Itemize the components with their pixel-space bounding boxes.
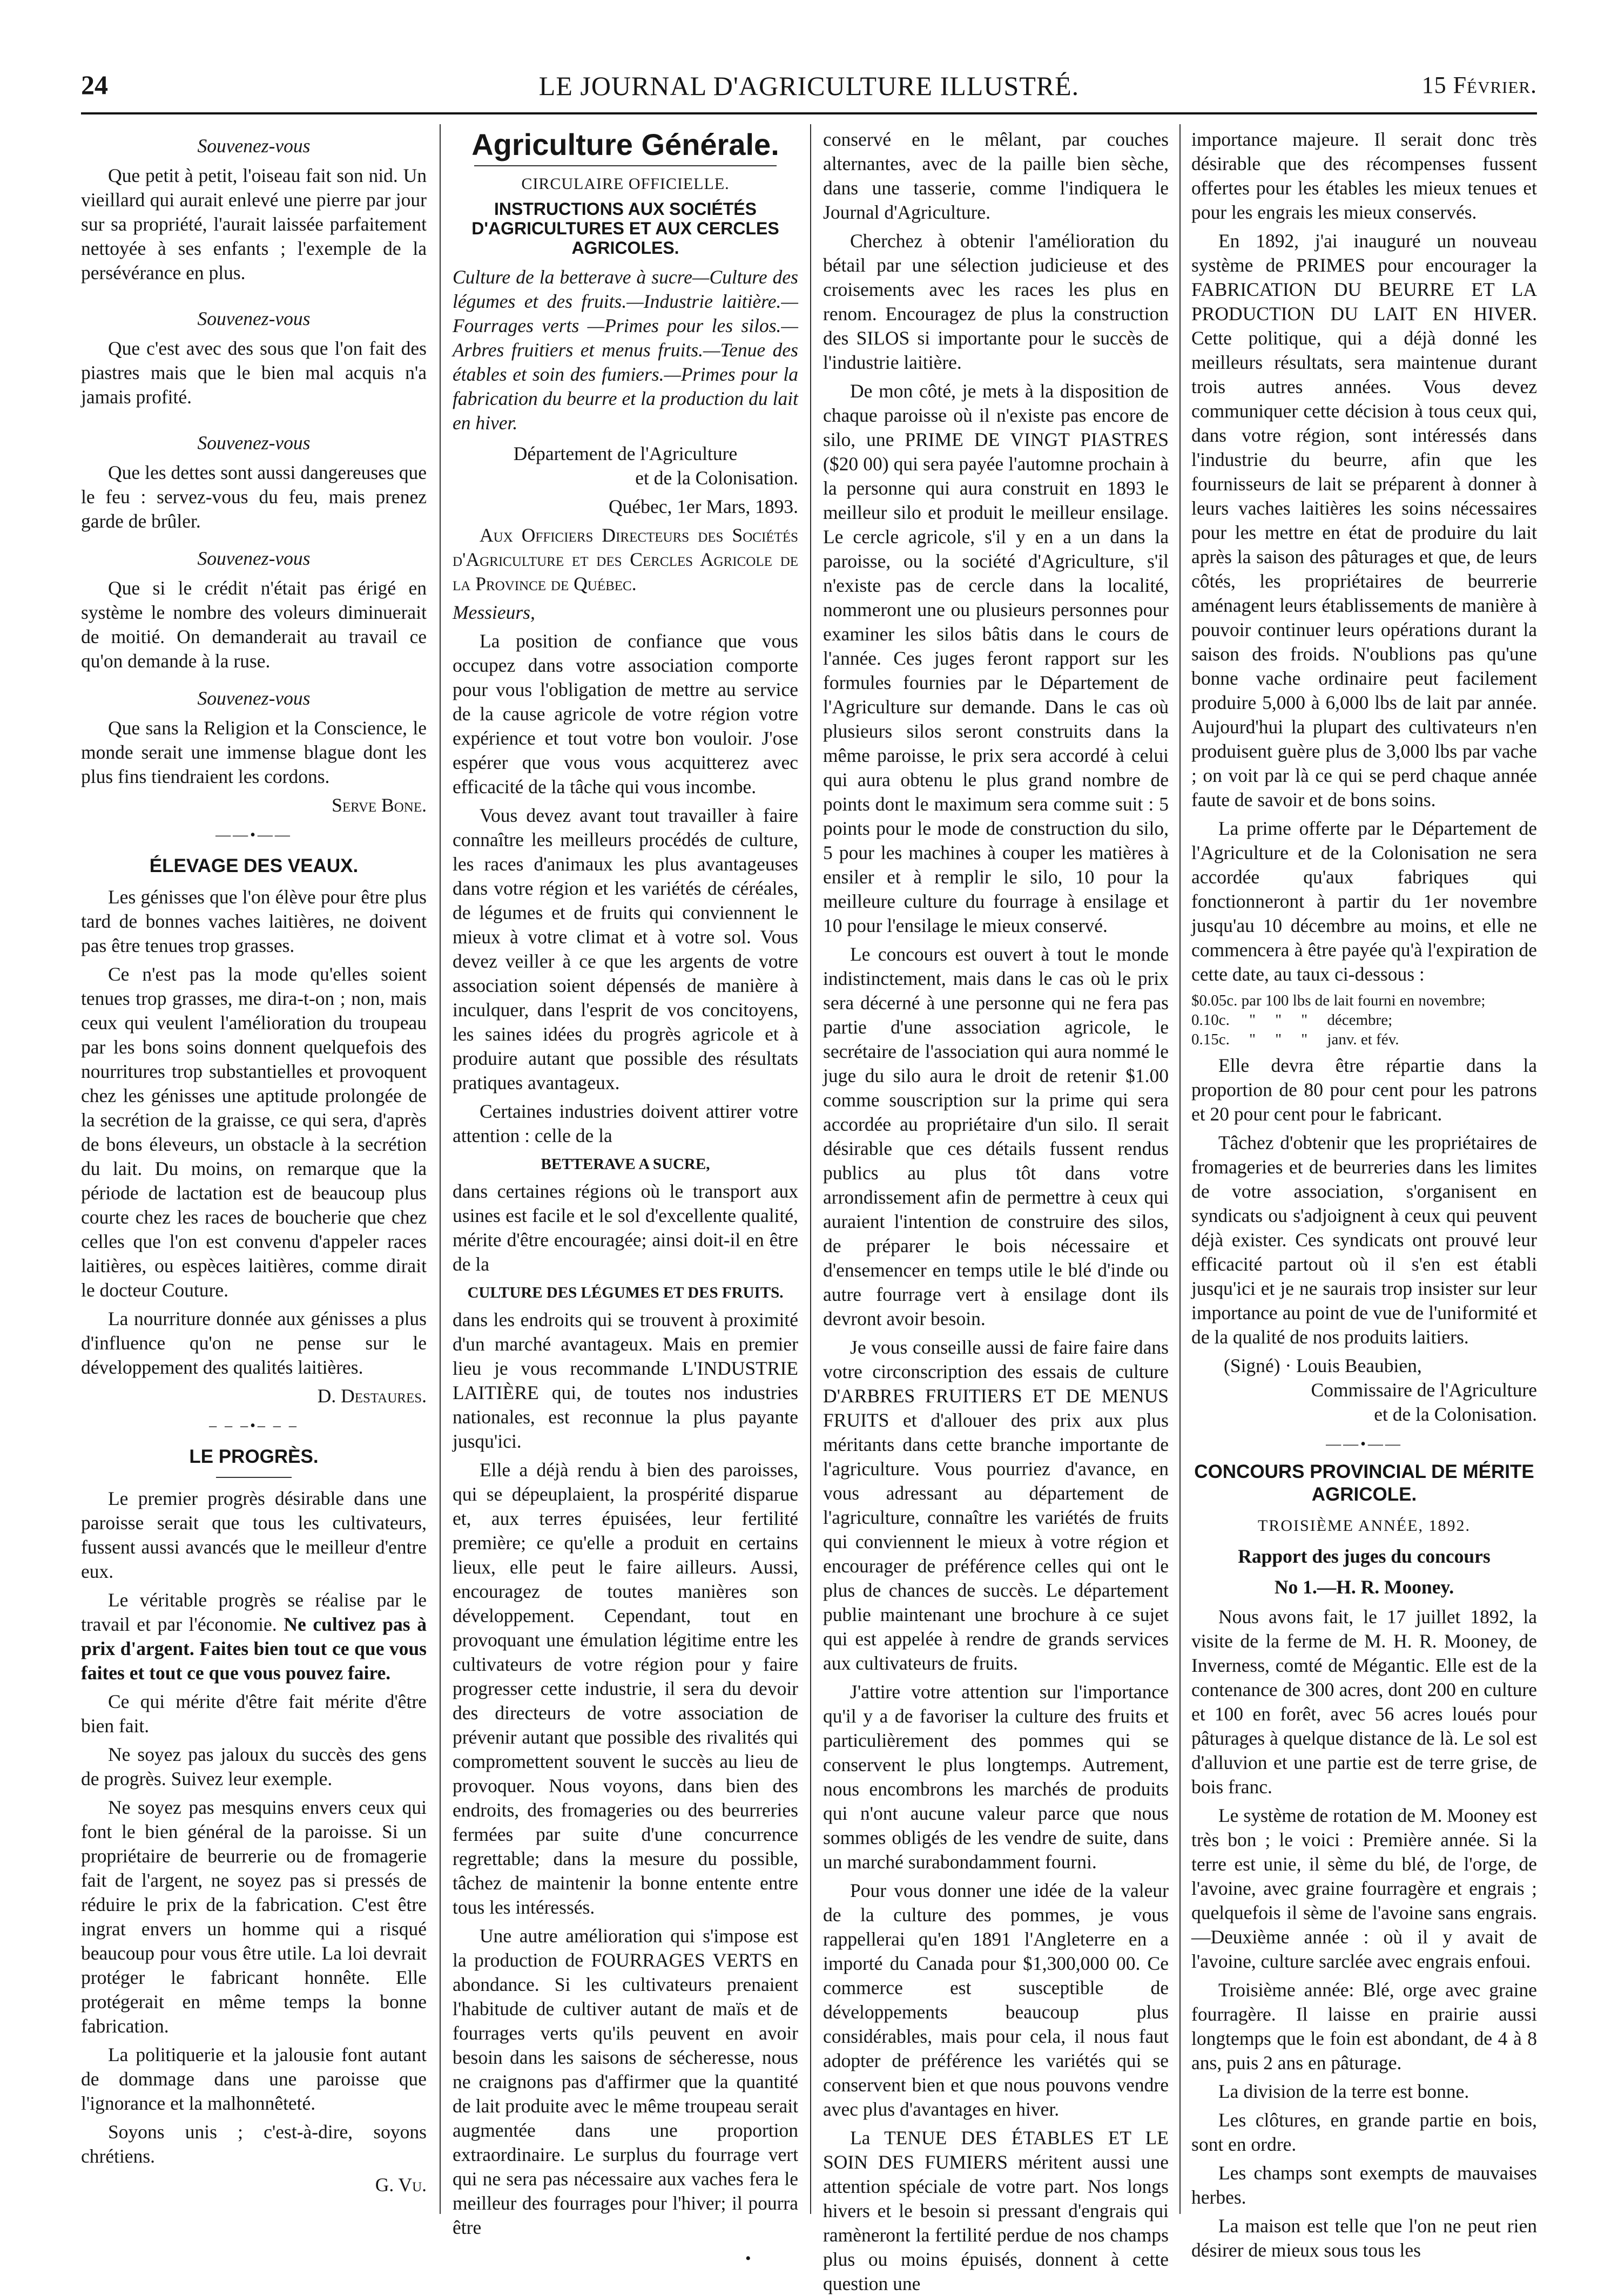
circular-paragraph: Vous devez avant tout travailler à faire connaître les meilleurs procédés de culture, les races d'animaux les plus avantageuses dans votre région et les variétés de céréales, de légumes et de fruits qui conviennent le mieux à votre climat et à votre sol. Vous devez veiller à ce que les argents de votre association soient dépensés de manière à inculquer, dans l'esprit de vos concitoyens, les saines idées du progrès agricole et à produire autant que possible des résultats pratiques avantageux.	[453, 805, 798, 1093]
progres-paragraph: Ne soyez pas mesquins envers ceux qui font le bien général de la paroisse. Si un propriétaire de beurrerie ou de fromagerie fait de l'argent, ne soyez pas si pressés de réduire le prix de la fabrication. C'est être ingrat envers un homme qui a risqué beaucoup pour vous être utile. La loi devrait protéger le fabricant honnête. Elle protégerait en même temps la bonne fabrication.	[81, 1797, 427, 2037]
section-rule	[474, 165, 777, 166]
circular-paragraph: Cherchez à obtenir l'amélioration du bétail par une sélection judicieuse et des croisements avec les races les plus en renom. Encouragez de plus la construction des SILOS si importante pour le succès de l'industrie laitière.	[823, 230, 1169, 373]
column-rule-3	[1179, 124, 1181, 2214]
circulaire-label: CIRCULAIRE OFFICIELLE.	[521, 175, 730, 193]
ornament-rule: ——•——	[215, 827, 292, 843]
concours-paragraph: Les clôtures, en grande partie en bois, sont en ordre.	[1191, 2109, 1537, 2155]
ornament-rule: ——•——	[1326, 1436, 1403, 1453]
address-line: Aux Officiers Directeurs des Sociétés d'Agriculture et des Cercles Agricole de la Province de Québec.	[453, 524, 798, 595]
circular-paragraph: importance majeure. Il serait donc très désirable que des récompenses fussent offertes pour les étables les mieux tenues et pour les engrais les mieux conservés.	[1191, 129, 1537, 223]
concours-paragraph: Troisième année: Blé, orge avec graine fourragère. Il laisse en prairie aussi longtemps que le foin est abondant, de 4 à 8 ans, puis 2 ans en pâturage.	[1191, 1979, 1537, 2074]
column-4	[1191, 127, 1537, 2261]
culture-heading: CULTURE DES LÉGUMES ET DES FRUITS.	[467, 1284, 784, 1301]
circular-paragraph: Je vous conseille aussi de faire faire dans votre circonscription des essais de culture D'ARBRES FRUITIERS ET DE MENUS FRUITS et d'allouer des prix aux plus méritants dans cette branche importante de l'agriculture. Vous pourriez d'avance, en vous adressant au département de l'agriculture, connaître les variétés de fruits qui conviennent le mieux à votre région et encourager de préférence celles qui ont le plus de chances de succès. Le département publie maintenant une brochure à ce sujet qui est appelée à rendre de grands services aux cultivateurs de fruits.	[823, 1336, 1169, 1674]
page-number: 24	[81, 70, 108, 100]
souvenez-title-1: Souvenez-vous	[197, 135, 311, 157]
signed-line: (Signé) · Louis Beaubien,	[1224, 1355, 1422, 1376]
circular-paragraph: Pour vous donner une idée de la valeur de la culture des pommes, je vous rappellerai qu'en 1891 l'Angleterre en a importé du Canada pour $1,300,000 00. Ce commerce est susceptible de développements beaucoup plus considérables, mais pour cela, il nous faut adopter de préférence les variétés qui se conservent bien et que nous pouvons vendre avec plus d'avantages en hiver.	[823, 1880, 1169, 2120]
footer-mark: •	[745, 2250, 751, 2267]
concours-subtitle: TROISIÈME ANNÉE, 1892.	[1258, 1517, 1471, 1535]
souvenez-text-5: Que sans la Religion et la Conscience, le monde serait une immense blague dont les plus fins tiendraient les cordons.	[81, 717, 427, 787]
rapport-line: Rapport des juges du concours	[1238, 1545, 1491, 1567]
elevage-paragraph: Les génisses que l'on élève pour être plus tard de bonnes vaches laitières, ne doivent pas être tenues trop grasses.	[81, 886, 427, 956]
column-rule-2	[810, 124, 811, 2214]
summary-text: Culture de la betterave à sucre—Culture des légumes et des fruits.—Industrie laitière.— Fourrages verts —Primes pour les silos.— Arbres fruitiers et menus fruits.—Tenue des étables et soin des fumiers.—Primes pour la fabrication du beurre et la production du lait en hiver.	[453, 266, 798, 434]
circular-paragraph: conservé en le mêlant, par couches alternantes, avec de la paille bien sèche, dans une tasserie, comme l'indiquera le Journal d'Agriculture.	[823, 129, 1169, 223]
progres-text: Le véritable progrès se réalise par le travail et par l'économie.	[81, 1589, 427, 1635]
short-rule	[216, 1477, 292, 1478]
elevage-title: ÉLEVAGE DES VEAUX.	[149, 855, 359, 876]
column-2	[453, 127, 798, 2238]
place-date: Québec, 1er Mars, 1893.	[609, 496, 798, 517]
progres-paragraph: Le premier progrès désirable dans une paroisse serait que tous les cultivateurs, fussent aussi avancés que le meilleur d'entre eux.	[81, 1488, 427, 1582]
journal-title: LE JOURNAL D'AGRICULTURE ILLUSTRÉ.	[538, 71, 1080, 101]
elevage-paragraph: Ce n'est pas la mode qu'elles soient tenues trop grasses, me dira-t-on ; non, mais ceux qui veulent l'amélioration du troupeau par les bons soins donnent quelquefois des nourritures trop substantielles et provoquent chez les génisses une aptitude prolongée de la secrétion de la graisse, ce qui sera, d'après de bons éleveurs, un obstacle à la secrétion du lait. Du moins, on remarque que la période de lactation est de beaucoup plus courte chez les races de boucherie que chez celles que l'on est convenu d'appeler races laitières, ou espèces laitières, comme dirait le docteur Couture.	[81, 963, 427, 1301]
progres-paragraph: La politiquerie et la jalousie font autant de dommage dans une paroisse que l'ignorance et la malhonnêteté.	[81, 2044, 427, 2114]
circular-paragraph: La prime offerte par le Département de l'Agriculture et de la Colonisation ne sera accordée qu'aux fabriques qui fonctionneront à partir du 1er novembre jusqu'au 10 décembre au moins, et elle ne commencera à être payée qu'à l'expiration de cette date, au taux ci-dessous :	[1191, 818, 1537, 985]
souvenez-title-4: Souvenez-vous	[197, 548, 311, 569]
signature-destaures: D. Destaures.	[317, 1385, 427, 1407]
souvenez-title-3: Souvenez-vous	[197, 432, 311, 454]
souvenez-text-4: Que si le crédit n'était pas érigé en système le nombre des voleurs diminuerait de moitié. On demanderait au travail ce qu'on demande à la ruse.	[81, 577, 427, 672]
circular-paragraph: dans les endroits qui se trouvent à proximité d'un marché avantageux. Mais en premier lieu je vous recommande L'INDUSTRIE LAITIÈRE qui, de toutes nos industries nationales, est reconnue la plus payante jusqu'ici.	[453, 1309, 798, 1452]
rate-line-1: $0.05c. par 100 lbs de lait fourni en novembre;	[1191, 992, 1486, 1009]
signature-vu: G. Vu.	[375, 2174, 427, 2196]
souvenez-text-3: Que les dettes sont aussi dangereuses que le feu : servez-vous du feu, mais prenez garde de brûler.	[81, 462, 427, 532]
section-title: Agriculture Générale.	[471, 127, 779, 161]
department-line-1: Département de l'Agriculture	[513, 443, 738, 464]
circular-paragraph: Tâchez d'obtenir que les propriétaires de fromageries et de beurreries dans les limites de votre association, s'organisent en syndicats ou s'adjoignent à ceux qui peuvent déjà exister. Ces syndicats ont prouvé leur efficacité partout où il s'en est établi jusqu'ici et je ne saurais trop insister sur leur importance au point de vue de l'uniformité et de la qualité de nos produits laitiers.	[1191, 1132, 1537, 1348]
circular-paragraph: En 1892, j'ai inauguré un nouveau système de PRIMES pour encourager la FABRICATION DU BEURRE ET LA PRODUCTION DU LAIT EN HIVER. Cette politique, qui a déjà donné les meilleurs résultats, sera maintenue durant trois autres années. Vous devez communiquer cette décision à tous ceux qui, dans votre région, sont intéressés dans l'industrie du beurre, afin que les fournisseurs de lait se préparent à donner à leurs vaches laitières les soins nécessaires pour les mettre en état de produire du lait après la saison des pâturages et que, de leurs côtés, les propriétaires de beurrerie aménagent leurs établissements de manière à pouvoir continuer leurs opérations durant la saison des froids. N'oublions pas qu'une bonne vache ordinaire peut facilement produire 5,000 à 6,000 lbs de lait par année. Aujourd'hui la plupart des cultivateurs n'en produisent guère plus de 3,000 lbs par vache ; on voit par là ce qui se perd chaque année faute de savoir et de bons soins.	[1191, 230, 1537, 811]
header-rule	[81, 112, 1537, 114]
circular-paragraph: La position de confiance que vous occupez dans votre association comporte pour vous l'obligation de mettre au service de la cause agricole de votre région votre expérience et tout votre bon vouloir. J'ose espérer que vous vous acquitterez avec efficacité de la tâche qui vous incombe.	[453, 630, 798, 798]
betterave-heading: BETTERAVE A SUCRE,	[541, 1156, 710, 1173]
circular-paragraph: Le concours est ouvert à tout le monde indistinctement, mais dans le cas où le prix sera décerné à une personne qui ne fera pas partie d'une association agricole, le secrétaire de l'association qui aura nommé le juge du silo aura le droit de retenir $1.00 comme souscription sur la prime qui sera accordée au propriétaire d'un silo. Il serait désirable que ces détails fussent rendus publics au plus tôt dans votre arrondissement afin de permettre à ceux qui auraient l'intention de construire des silos, de préparer le bois nécessaire et d'ensemencer en temps utile le blé d'inde ou autre fourrage vert à ensilage dont ils devront avoir besoin.	[823, 943, 1169, 1329]
circular-paragraph: J'attire votre attention sur l'importance qu'il y a de favoriser la culture des fruits et particulièrement des pommes qui se conservent le plus longtemps. Autrement, nous encombrons les marchés de produits qui n'ont aucune valeur parce que nous sommes obligés de les vendre de suite, dans un marché surabondamment fourni.	[823, 1681, 1169, 1873]
concours-paragraph: Les champs sont exempts de mauvaises herbes.	[1191, 2162, 1537, 2208]
concours-paragraph: Le système de rotation de M. Mooney est très bon ; le voici : Première année. Si la terre est unie, il sème du blé, de l'orge, de l'avoine, avec graine fourragère et engrais ; quelquefois il sème de l'avoine sans engrais.—Deuxième année : où il y avait de l'avoine, culture sarclée avec engrais enfoui.	[1191, 1805, 1537, 1972]
signer-title-2: et de la Colonisation.	[1374, 1403, 1537, 1425]
circular-paragraph: La TENUE DES ÉTABLES ET LE SOIN DES FUMIERS méritent aussi une attention spéciale de votre part. Nos longs hivers et le besoin si pressant d'engrais qui ramèneront la fertilité perdue de nos champs plus ou moins épuisés, donnent à cette question une	[823, 2127, 1169, 2294]
department-line-2: et de la Colonisation.	[635, 467, 798, 489]
signature-serve-bone: Serve Bone.	[332, 794, 427, 816]
circular-paragraph: Elle a déjà rendu à bien des paroisses, qui se dépeuplaient, la prospérité disparue et, aux terres épuisées, leur fertilité première; ce qu'elle a produit en certains lieux, elle peut le faire ailleurs. Aussi, encouragez de toutes manières son développement. Cependant, tout en provoquant une émulation légitime entre les cultivateurs de votre région pour y faire progresser cette industrie, il sera du devoir des directeurs de votre association de prévenir autant que possible des rivalités qui compromettent souvent le succès au lieu de provoquer. Nous voyons, dans bien des endroits, des fromageries ou des beurreries fermées par suite d'une concurrence regrettable; dans la mesure du possible, tâchez de maintenir la bonne entente entre tous les intéressés.	[453, 1459, 798, 1918]
concours-title: CONCOURS PROVINCIAL DE MÉRITE AGRICOLE.	[1194, 1461, 1534, 1505]
issue-date: 15 Février.	[1421, 72, 1537, 98]
souvenez-text-2: Que c'est avec des sous que l'on fait des piastres mais que le bien mal acquis n'a jamais profité.	[81, 337, 427, 408]
signer-title-1: Commissaire de l'Agriculture	[1311, 1379, 1537, 1401]
salutation: Messieurs,	[453, 602, 535, 623]
column-1	[81, 127, 427, 2223]
entry-number: No 1.—H. R. Mooney.	[1274, 1576, 1454, 1598]
column-rule-1	[440, 124, 441, 2214]
elevage-paragraph: La nourriture donnée aux génisses a plus d'influence qu'on ne pense sur le développement des qualités laitières.	[81, 1308, 427, 1378]
ornament-rule: – – –•– – –	[209, 1417, 299, 1434]
progres-paragraph: Ce qui mérite d'être fait mérite d'être bien fait.	[81, 1691, 427, 1737]
concours-paragraph: Nous avons fait, le 17 juillet 1892, la visite de la ferme de M. H. R. Mooney, de Inverness, comté de Mégantic. Elle est de la contenance de 300 acres, dont 200 en culture et 100 en forêt, avec 56 acres loués pour pâturages à quelque distance de là. Le sol est d'alluvion et une partie est de terre grise, de bois franc.	[1191, 1606, 1537, 1798]
page-header	[81, 69, 1537, 107]
progres-title: LE PROGRÈS.	[189, 1446, 319, 1467]
progres-paragraph: Soyons unis ; c'est-à-dire, soyons chrétiens.	[81, 2121, 427, 2167]
circular-paragraph: Une autre amélioration qui s'impose est la production de FOURRAGES VERTS en abondance. Si les cultivateurs prenaient l'habitude de cultiver autant de maïs et de fourrages verts qu'ils peuvent en avoir besoin dans les saisons de sécheresse, nous ne craignons pas d'affirmer que la quantité de lait produite avec le même troupeau serait augmentée dans une proportion extraordinaire. Le surplus du fourrage vert qui ne sera pas nécessaire aux vaches fera le meilleur des fourrages pour l'hiver; il pourra être	[453, 1925, 798, 2238]
instructions-title: INSTRUCTIONS AUX SOCIÉTÉS D'AGRICULTURES ET AUX CERCLES AGRICOLES.	[471, 199, 779, 258]
souvenez-title-2: Souvenez-vous	[197, 308, 311, 329]
souvenez-text-1: Que petit à petit, l'oiseau fait son nid. Un vieillard qui aurait enlevé une pierre par jour sur sa propriété, l'aurait laissée parfaitement nettoyée à ses enfants ; l'exemple de la persévérance en plus.	[81, 165, 427, 283]
progres-paragraph: Ne soyez pas jaloux du succès des gens de progrès. Suivez leur exemple.	[81, 1744, 427, 1789]
rate-line-3: 0.15c. " " " janv. et fév.	[1191, 1031, 1399, 1048]
column-3	[823, 127, 1169, 2294]
souvenez-title-5: Souvenez-vous	[197, 687, 311, 709]
rate-line-2: 0.10c. " " " décembre;	[1191, 1011, 1393, 1029]
circular-paragraph: dans certaines régions où le transport aux usines est facile et le sol d'excellente qualité, mérite d'être encouragée; ainsi doit-il en être de la	[453, 1180, 798, 1275]
progres-paragraph	[81, 1588, 427, 1685]
concours-paragraph: La maison est telle que l'on ne peut rien désirer de mieux sous tous les	[1191, 2215, 1537, 2261]
circular-paragraph: Certaines industries doivent attirer votre attention : celle de la	[453, 1100, 798, 1146]
concours-paragraph: La division de la terre est bonne.	[1218, 2081, 1469, 2102]
circular-paragraph: Elle devra être répartie dans la proportion de 80 pour cent pour les patrons et 20 pour cent pour le fabricant.	[1191, 1055, 1537, 1125]
circular-paragraph: De mon côté, je mets à la disposition de chaque paroisse où il n'existe pas encore de silo, une PRIME DE VINGT PIASTRES ($20 00) qui sera payée l'automne prochain à la personne qui aura construit en 1893 le meilleur silo et produit le meilleur ensilage. Le cercle agricole, s'il y en a un dans la paroisse, ou la société d'Agriculture, s'il n'existe pas de cercle dans la localité, nommeront une ou plusieurs personnes pour examiner les silos bâtis dans le cours de l'année. Ces juges feront rapport sur les formules fournies par le Département de l'Agriculture sur demande. Dans le cas où plusieurs silos seront construits dans la même paroisse, le prix sera accordé à celui qui aura obtenu le plus grand nombre de points dont le maximum sera comme suit : 5 points pour le mode de construction du silo, 5 pour les machines à couper les matières à ensiler et à remplir le silo, 10 pour la meilleure culture du fourrage à ensilage et 10 pour l'ensilage le mieux conservé.	[823, 380, 1169, 936]
progres-bold-text: Ne cultivez pas à prix d'argent. Faites bien tout ce que vous faites et tout ce que vous pouvez faire.	[81, 1613, 427, 1684]
